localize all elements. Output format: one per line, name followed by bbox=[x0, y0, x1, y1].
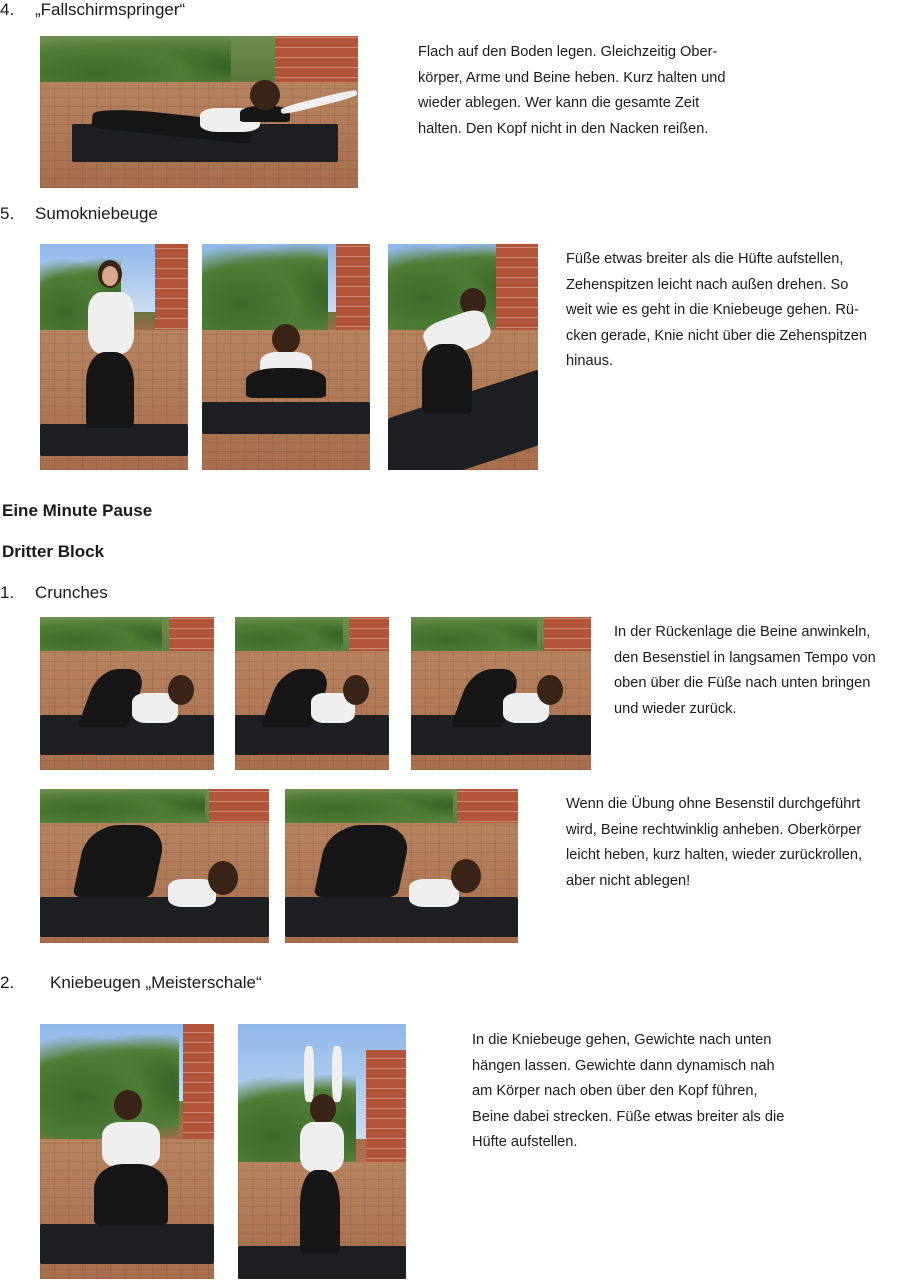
exercise-photo-sumo-squat-side bbox=[388, 244, 538, 470]
pause-heading: Eine Minute Pause bbox=[2, 501, 153, 520]
text-line: und wieder zurück. bbox=[614, 700, 737, 717]
exercise-photo-sumo-standing bbox=[40, 244, 188, 470]
text-line: oben über die Füße nach unten bringen bbox=[614, 675, 871, 691]
block-heading: Dritter Block bbox=[2, 542, 105, 561]
section-heading-4 bbox=[0, 0, 185, 20]
text-line: hinaus. bbox=[566, 353, 614, 369]
description-sumokniebeuge bbox=[566, 247, 900, 375]
exercise-photo-crunch-4 bbox=[40, 789, 269, 943]
exercise-photo-meisterschale-overhead bbox=[238, 1024, 406, 1279]
text-line: Zehenspitzen leicht nach außen drehen. So bbox=[566, 276, 849, 293]
text-line: aber nicht ablegen! bbox=[566, 872, 691, 889]
section-heading-crunches bbox=[0, 583, 108, 603]
text-line: hängen lassen. Gewichte dann dynamisch nah bbox=[472, 1057, 775, 1074]
text-line: cken gerade, Knie nicht über die Zehenspitzen bbox=[566, 327, 867, 344]
text-line: Füße etwas breiter als die Hüfte aufstellen, bbox=[566, 251, 844, 267]
description-crunches-b bbox=[566, 792, 900, 894]
section-title: „Fallschirmspringer“ bbox=[35, 0, 186, 19]
text-line: am Körper nach oben über den Kopf führen, bbox=[472, 1083, 758, 1099]
exercise-photo-fallschirmspringer bbox=[40, 36, 358, 188]
section-number: 1. bbox=[0, 583, 15, 602]
exercise-photo-meisterschale-squat bbox=[40, 1024, 214, 1279]
description-fallschirmspringer bbox=[418, 40, 778, 142]
exercise-photo-sumo-squat-front bbox=[202, 244, 370, 470]
text-line: den Besenstiel in langsamen Tempo von bbox=[614, 649, 876, 666]
text-line: Hüfte aufstellen. bbox=[472, 1134, 578, 1150]
section-number: 4. bbox=[0, 0, 15, 19]
text-line: In der Rückenlage die Beine anwinkeln, bbox=[614, 624, 871, 640]
section-heading-meisterschale bbox=[0, 973, 262, 993]
section-number: 2. bbox=[0, 973, 15, 992]
section-title: Sumokniebeuge bbox=[35, 204, 158, 223]
text-line: Flach auf den Boden legen. Gleichzeitig Ober- bbox=[418, 44, 718, 60]
text-line: In die Kniebeuge gehen, Gewichte nach unten bbox=[472, 1032, 772, 1048]
description-meisterschale bbox=[472, 1028, 892, 1156]
section-heading-5 bbox=[0, 204, 158, 224]
exercise-photo-crunch-3 bbox=[411, 617, 591, 770]
text-line: leicht heben, kurz halten, wieder zurückrollen, bbox=[566, 847, 863, 863]
text-line: körper, Arme und Beine heben. Kurz halten und bbox=[418, 69, 726, 86]
section-title: Kniebeugen „Meisterschale“ bbox=[50, 973, 262, 992]
section-title: Crunches bbox=[35, 583, 108, 602]
description-crunches-a bbox=[614, 620, 900, 722]
text-line: Beine dabei strecken. Füße etwas breiter als die bbox=[472, 1108, 785, 1125]
text-line: halten. Den Kopf nicht in den Nacken reißen. bbox=[418, 120, 709, 137]
text-line: Wenn die Übung ohne Besenstil durchgeführt bbox=[566, 796, 861, 812]
text-line: weit wie es geht in die Kniebeuge gehen. Rü- bbox=[566, 302, 859, 318]
exercise-photo-crunch-1 bbox=[40, 617, 214, 770]
text-line: wird, Beine rechtwinklig anheben. Oberkörper bbox=[566, 821, 862, 838]
text-line: wieder ablegen. Wer kann die gesamte Zeit bbox=[418, 95, 700, 111]
section-number: 5. bbox=[0, 204, 15, 223]
exercise-photo-crunch-2 bbox=[235, 617, 389, 770]
exercise-photo-crunch-5 bbox=[285, 789, 518, 943]
